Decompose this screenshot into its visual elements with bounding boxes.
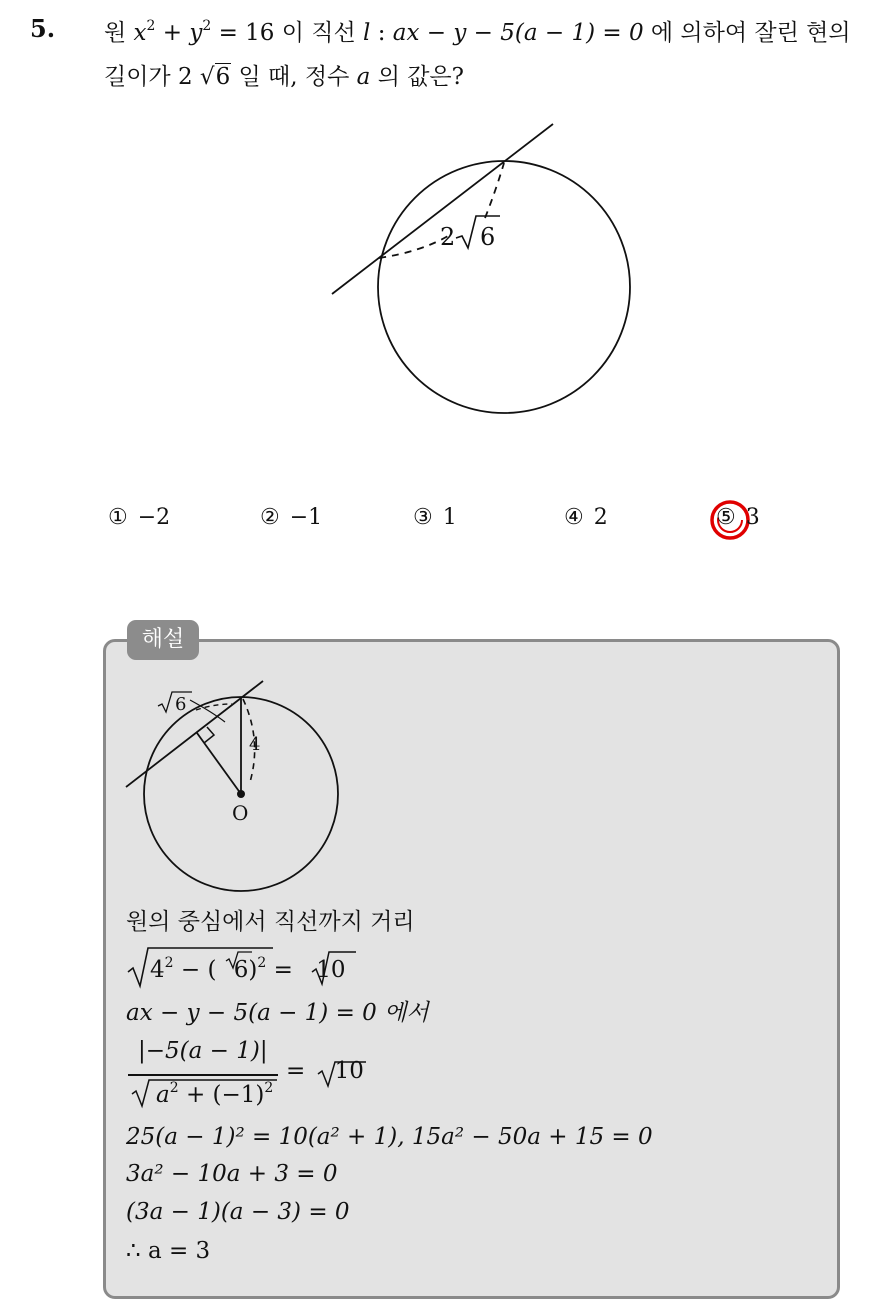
question-word-line: 이 직선 — [281, 20, 356, 46]
solution-line-2 — [126, 955, 345, 983]
line-equation: ax − y − 5(a − 1) = 0 — [392, 20, 644, 46]
fraction-numerator: |−5(a − 1)| — [138, 1038, 268, 1064]
choice-3-mark: ③ — [413, 505, 433, 530]
exponent: 2 — [202, 18, 212, 34]
fraction-equals — [286, 1058, 364, 1084]
distance-segment — [197, 733, 241, 794]
chord-label-radicand: 6 — [480, 223, 496, 251]
choice-4-value: 2 — [593, 505, 608, 530]
solution-line-5: 25(a − 1)² = 10(a² + 1), 15a² − 50a + 15 = 0 — [126, 1124, 653, 1150]
center-point — [237, 790, 245, 798]
fraction-denominator — [130, 1080, 273, 1108]
frac-rhs-radicand: 10 — [334, 1058, 364, 1084]
paren-exp: 2 — [257, 955, 267, 971]
rhs-radicand: 10 — [316, 957, 346, 983]
solution-line-1: 원의 중심에서 직선까지 거리 — [126, 909, 415, 935]
right-angle-mark — [204, 727, 214, 743]
choice-1-value: −2 — [137, 505, 171, 530]
solution-line-7: (3a − 1)(a − 3) = 0 — [126, 1199, 350, 1225]
exponent: 2 — [146, 18, 156, 34]
question-tail-2: 의 값은? — [377, 64, 464, 90]
solution-line-6: 3a² − 10a + 3 = 0 — [126, 1161, 338, 1187]
var-y: y — [189, 20, 203, 46]
var-l: l — [363, 20, 371, 46]
minus-paren: − ( — [180, 957, 217, 983]
sq-base: 4 — [150, 957, 165, 983]
sqrt-expression: √6 — [199, 64, 231, 90]
choice-1-mark: ① — [108, 505, 128, 530]
inner-radicand: 6 — [233, 957, 249, 983]
radius-label: 4 — [249, 734, 261, 755]
choice-5-value: 3 — [745, 505, 760, 530]
chord-label-coef: 2 — [440, 223, 456, 251]
question-length: 길이가 2 — [104, 64, 193, 90]
solution-secant — [126, 681, 263, 787]
radicand: 6 — [215, 64, 231, 90]
choice-3-value: 1 — [442, 505, 457, 530]
var-a: a — [356, 64, 371, 90]
sq-exp: 2 — [164, 955, 174, 971]
solution-tag: 해설 — [127, 620, 199, 660]
question-when-integer: 일 때, 정수 — [238, 64, 350, 90]
equals: = — [273, 957, 293, 983]
plus-sign: + — [162, 20, 183, 46]
choice-5-mark: ⑤ — [716, 505, 736, 530]
choice-4-mark: ④ — [564, 505, 584, 530]
center-label: O — [232, 801, 249, 825]
den-exp1: 2 — [169, 1080, 179, 1096]
half-chord-radicand: 6 — [175, 694, 187, 715]
question-word-circle: 원 — [104, 20, 127, 46]
close-paren: ) — [248, 957, 258, 983]
solution-line-8: ∴ a = 3 — [126, 1238, 211, 1264]
colon: : — [377, 20, 386, 46]
question-number: 5. — [30, 14, 56, 43]
den-a: a — [156, 1082, 170, 1108]
equals-16: = 16 — [218, 20, 275, 46]
frac-eq-sign: = — [286, 1058, 306, 1084]
solution-line-3: ax − y − 5(a − 1) = 0 에서 — [126, 1000, 429, 1026]
choice-2-value: −1 — [289, 505, 323, 530]
den-exp2: 2 — [264, 1080, 274, 1096]
den-rest: + (−1) — [185, 1082, 265, 1108]
fraction-bar — [128, 1074, 278, 1076]
solution-figure — [126, 681, 338, 891]
question-tail-1: 에 의하여 잘린 현의 — [650, 20, 851, 46]
choice-2-mark: ② — [260, 505, 280, 530]
var-x: x — [133, 20, 147, 46]
